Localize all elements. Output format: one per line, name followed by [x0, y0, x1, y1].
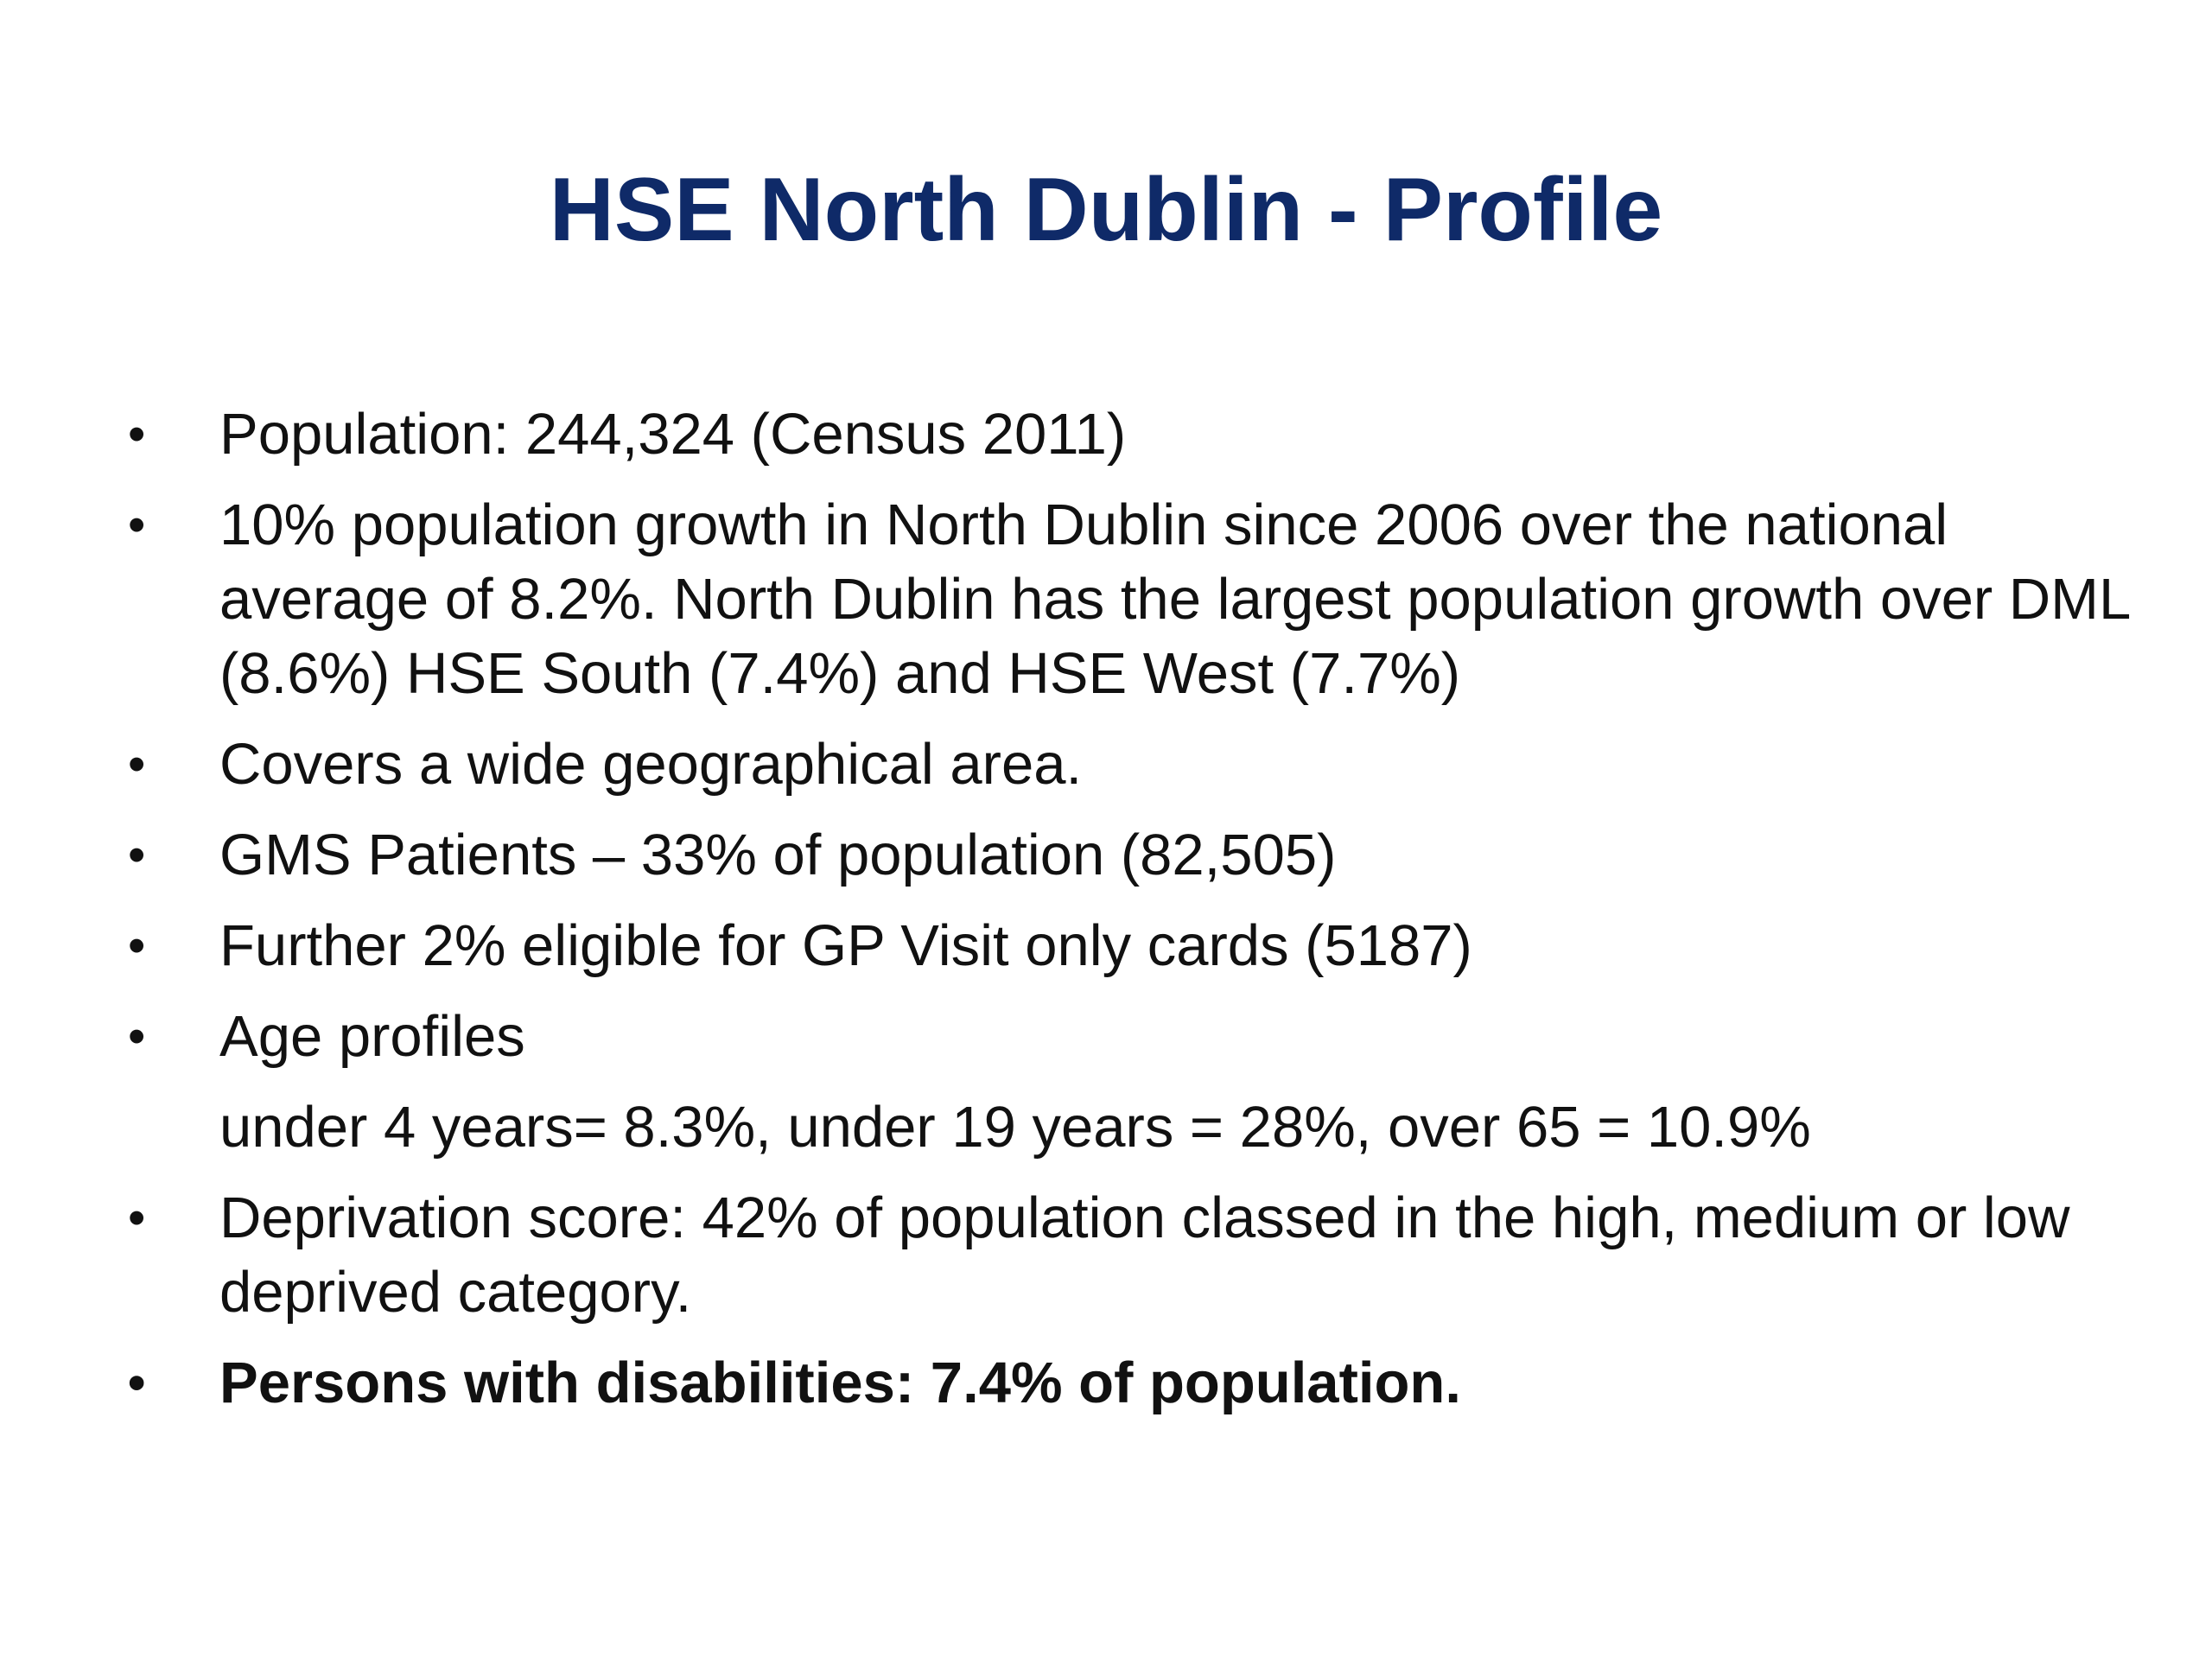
bullet-item-population-growth: [128, 488, 2150, 711]
bullet-text: Further 2% eligible for GP Visit only cards (5187): [219, 913, 1472, 978]
bullet-item-disabilities: [128, 1346, 2150, 1421]
bullet-text: Population: 244,324 (Census 2011): [219, 402, 1127, 467]
bullet-text: Persons with disabilities: 7.4% of population.: [219, 1351, 1461, 1415]
bullet-item-gp-visit-cards: [128, 909, 2150, 983]
bullet-icon: •: [128, 497, 146, 553]
bullet-item-population: [128, 397, 2150, 472]
bullet-text: under 4 years= 8.3%, under 19 years = 28%, over 65 = 10.9%: [219, 1095, 1811, 1160]
bullet-icon: •: [128, 1355, 146, 1411]
bullet-text: Covers a wide geographical area.: [219, 732, 1083, 797]
bullet-text: GMS Patients – 33% of population (82,505): [219, 823, 1337, 887]
bullet-item-geographical-area: [128, 728, 2150, 802]
bullet-text: Deprivation score: 42% of population classed in the high, medium or low deprived category.: [219, 1185, 2070, 1325]
slide-title: HSE North Dublin - Profile: [549, 160, 1663, 260]
bullet-icon: •: [128, 827, 146, 883]
bullet-icon: •: [128, 736, 146, 792]
bullet-item-gms-patients: [128, 818, 2150, 893]
age-profiles-detail: [128, 1090, 2150, 1165]
bullet-text: 10% population growth in North Dublin since 2006 over the national average of 8.2%. North Dublin has the largest population growth over DML (8.6%) HSE South (7.4%) and HSE West (7.7%): [219, 493, 2129, 706]
bullet-icon: •: [128, 1190, 146, 1246]
bullet-item-age-profiles: [128, 1000, 2150, 1074]
bullet-item-deprivation-score: [128, 1181, 2150, 1330]
bullet-list: [128, 397, 2150, 1437]
bullet-icon: •: [128, 406, 146, 462]
bullet-icon: •: [128, 1008, 146, 1065]
bullet-text: Age profiles: [219, 1004, 525, 1069]
bullet-icon: •: [128, 918, 146, 974]
